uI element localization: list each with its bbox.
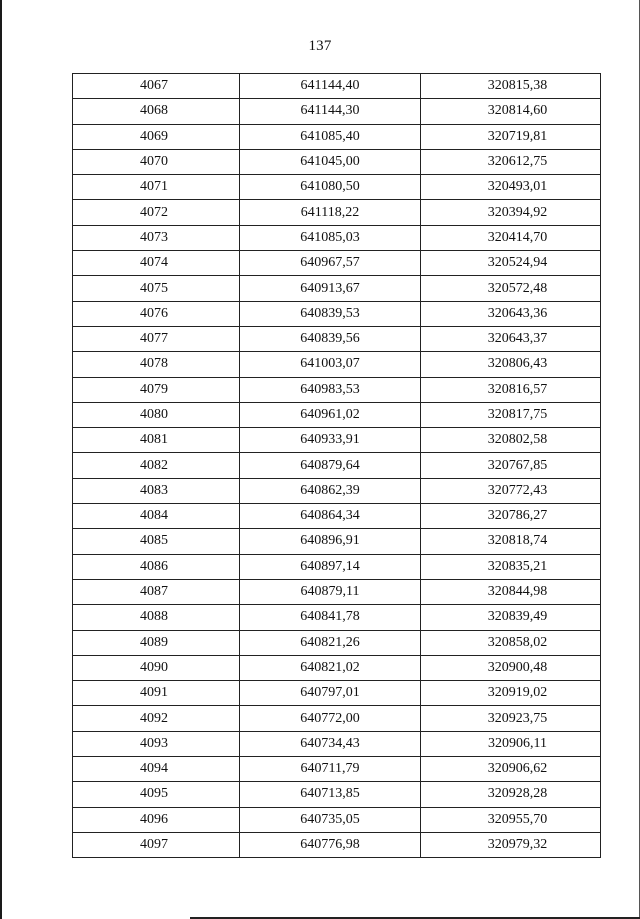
x-coordinate-cell: 640797,01: [240, 681, 421, 706]
point-number-cell: 4077: [73, 326, 240, 351]
point-number-cell: 4068: [73, 99, 240, 124]
table-row: [73, 251, 601, 276]
x-coordinate-cell: 640711,79: [240, 757, 421, 782]
point-number-cell: 4088: [73, 605, 240, 630]
x-coordinate-cell: 641085,40: [240, 124, 421, 149]
y-coordinate-cell: 320772,43: [421, 478, 601, 503]
table-row: [73, 757, 601, 782]
x-coordinate-cell: 640735,05: [240, 807, 421, 832]
x-coordinate-cell: 641045,00: [240, 149, 421, 174]
point-number-cell: 4078: [73, 352, 240, 377]
coordinates-table-body: [73, 74, 601, 858]
y-coordinate-cell: 320858,02: [421, 630, 601, 655]
table-row: [73, 807, 601, 832]
point-number-cell: 4090: [73, 655, 240, 680]
point-number-cell: 4091: [73, 681, 240, 706]
table-row: [73, 832, 601, 857]
table-row: [73, 554, 601, 579]
point-number-cell: 4069: [73, 124, 240, 149]
point-number-cell: 4083: [73, 478, 240, 503]
point-number-cell: 4092: [73, 706, 240, 731]
table-row: [73, 579, 601, 604]
y-coordinate-cell: 320919,02: [421, 681, 601, 706]
point-number-cell: 4074: [73, 251, 240, 276]
point-number-cell: 4075: [73, 276, 240, 301]
x-coordinate-cell: 640821,02: [240, 655, 421, 680]
table-row: [73, 200, 601, 225]
table-row: [73, 529, 601, 554]
table-row: [73, 605, 601, 630]
y-coordinate-cell: 320955,70: [421, 807, 601, 832]
y-coordinate-cell: 320814,60: [421, 99, 601, 124]
table-row: [73, 782, 601, 807]
x-coordinate-cell: 640821,26: [240, 630, 421, 655]
y-coordinate-cell: 320923,75: [421, 706, 601, 731]
y-coordinate-cell: 320643,36: [421, 301, 601, 326]
point-number-cell: 4093: [73, 731, 240, 756]
table-row: [73, 124, 601, 149]
x-coordinate-cell: 640933,91: [240, 428, 421, 453]
x-coordinate-cell: 640967,57: [240, 251, 421, 276]
scan-edge-left: [0, 0, 2, 919]
y-coordinate-cell: 320643,37: [421, 326, 601, 351]
table-row: [73, 478, 601, 503]
y-coordinate-cell: 320767,85: [421, 453, 601, 478]
x-coordinate-cell: 640913,67: [240, 276, 421, 301]
y-coordinate-cell: 320906,11: [421, 731, 601, 756]
y-coordinate-cell: 320524,94: [421, 251, 601, 276]
point-number-cell: 4084: [73, 504, 240, 529]
y-coordinate-cell: 320839,49: [421, 605, 601, 630]
y-coordinate-cell: 320806,43: [421, 352, 601, 377]
x-coordinate-cell: 641144,30: [240, 99, 421, 124]
point-number-cell: 4094: [73, 757, 240, 782]
x-coordinate-cell: 641085,03: [240, 225, 421, 250]
y-coordinate-cell: 320835,21: [421, 554, 601, 579]
table-row: [73, 630, 601, 655]
y-coordinate-cell: 320928,28: [421, 782, 601, 807]
y-coordinate-cell: 320802,58: [421, 428, 601, 453]
table-row: [73, 377, 601, 402]
point-number-cell: 4073: [73, 225, 240, 250]
y-coordinate-cell: 320818,74: [421, 529, 601, 554]
x-coordinate-cell: 640879,64: [240, 453, 421, 478]
x-coordinate-cell: 640772,00: [240, 706, 421, 731]
table-row: [73, 504, 601, 529]
table-row: [73, 149, 601, 174]
table-row: [73, 276, 601, 301]
point-number-cell: 4079: [73, 377, 240, 402]
point-number-cell: 4085: [73, 529, 240, 554]
point-number-cell: 4095: [73, 782, 240, 807]
page-number: 137: [308, 38, 332, 54]
x-coordinate-cell: 640896,91: [240, 529, 421, 554]
y-coordinate-cell: 320844,98: [421, 579, 601, 604]
y-coordinate-cell: 320979,32: [421, 832, 601, 857]
y-coordinate-cell: 320394,92: [421, 200, 601, 225]
table-row: [73, 175, 601, 200]
x-coordinate-cell: 640983,53: [240, 377, 421, 402]
y-coordinate-cell: 320493,01: [421, 175, 601, 200]
y-coordinate-cell: 320786,27: [421, 504, 601, 529]
table-row: [73, 225, 601, 250]
table-row: [73, 99, 601, 124]
x-coordinate-cell: 641080,50: [240, 175, 421, 200]
point-number-cell: 4089: [73, 630, 240, 655]
x-coordinate-cell: 641003,07: [240, 352, 421, 377]
x-coordinate-cell: 640897,14: [240, 554, 421, 579]
x-coordinate-cell: 640841,78: [240, 605, 421, 630]
table-row: [73, 74, 601, 99]
y-coordinate-cell: 320906,62: [421, 757, 601, 782]
y-coordinate-cell: 320815,38: [421, 74, 601, 99]
x-coordinate-cell: 640713,85: [240, 782, 421, 807]
point-number-cell: 4087: [73, 579, 240, 604]
y-coordinate-cell: 320414,70: [421, 225, 601, 250]
x-coordinate-cell: 640961,02: [240, 402, 421, 427]
coordinates-table: [72, 73, 601, 858]
point-number-cell: 4067: [73, 74, 240, 99]
point-number-cell: 4071: [73, 175, 240, 200]
y-coordinate-cell: 320900,48: [421, 655, 601, 680]
x-coordinate-cell: 640776,98: [240, 832, 421, 857]
y-coordinate-cell: 320817,75: [421, 402, 601, 427]
x-coordinate-cell: 641144,40: [240, 74, 421, 99]
table-row: [73, 301, 601, 326]
point-number-cell: 4081: [73, 428, 240, 453]
table-row: [73, 402, 601, 427]
table-row: [73, 731, 601, 756]
y-coordinate-cell: 320816,57: [421, 377, 601, 402]
x-coordinate-cell: 640879,11: [240, 579, 421, 604]
x-coordinate-cell: 640862,39: [240, 478, 421, 503]
table-row: [73, 352, 601, 377]
y-coordinate-cell: 320719,81: [421, 124, 601, 149]
x-coordinate-cell: 641118,22: [240, 200, 421, 225]
point-number-cell: 4082: [73, 453, 240, 478]
point-number-cell: 4080: [73, 402, 240, 427]
x-coordinate-cell: 640734,43: [240, 731, 421, 756]
table-row: [73, 428, 601, 453]
table-row: [73, 453, 601, 478]
table-row: [73, 681, 601, 706]
point-number-cell: 4097: [73, 832, 240, 857]
x-coordinate-cell: 640839,53: [240, 301, 421, 326]
y-coordinate-cell: 320572,48: [421, 276, 601, 301]
table-row: [73, 326, 601, 351]
point-number-cell: 4086: [73, 554, 240, 579]
point-number-cell: 4070: [73, 149, 240, 174]
x-coordinate-cell: 640864,34: [240, 504, 421, 529]
point-number-cell: 4076: [73, 301, 240, 326]
point-number-cell: 4096: [73, 807, 240, 832]
point-number-cell: 4072: [73, 200, 240, 225]
x-coordinate-cell: 640839,56: [240, 326, 421, 351]
y-coordinate-cell: 320612,75: [421, 149, 601, 174]
table-row: [73, 655, 601, 680]
table-row: [73, 706, 601, 731]
